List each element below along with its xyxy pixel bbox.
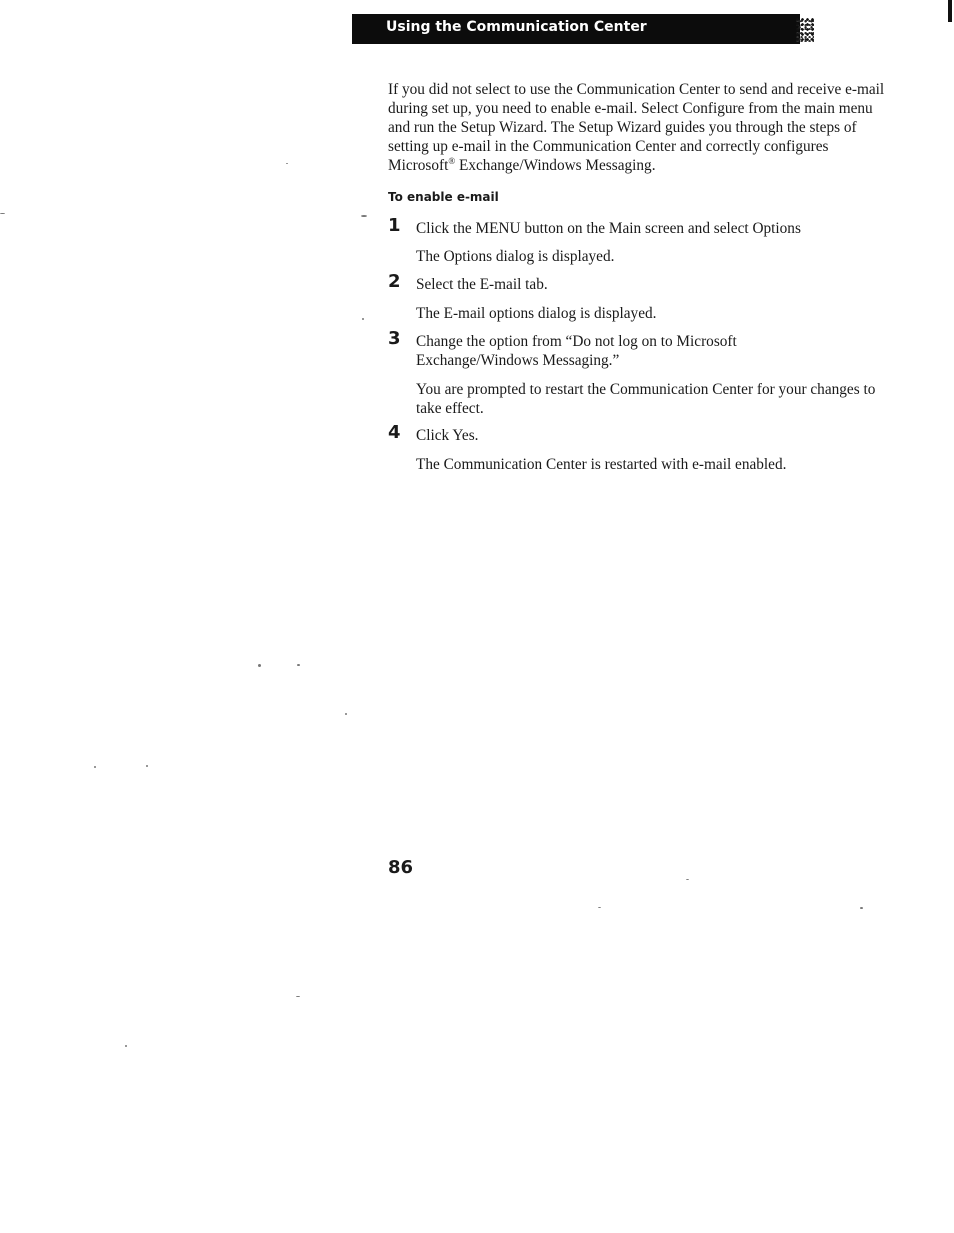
scan-speck (146, 765, 148, 767)
page-number: 86 (388, 857, 414, 878)
registered-mark: ® (448, 155, 456, 166)
procedure-heading: To enable e-mail (388, 190, 499, 204)
header-bar-edge-decoration (796, 18, 814, 42)
scan-speck (297, 664, 300, 666)
step-result: The Options dialog is displayed. (416, 248, 615, 265)
step-result: You are prompted to restart the Communication Center for your changes to take effect. (416, 381, 876, 417)
scan-speck (598, 907, 601, 908)
step-instruction: Change the option from “Do not log on to Microsoft Exchange/Windows Messaging.” (416, 333, 737, 369)
scan-speck (296, 996, 300, 997)
page-edge-mark (948, 0, 952, 22)
scan-speck (258, 664, 261, 667)
section-header-title: Using the Communication Center (386, 19, 647, 35)
step-result: The Communication Center is restarted with e-mail enabled. (416, 456, 787, 473)
intro-paragraph (388, 80, 893, 175)
step-instruction: Click Yes. (416, 427, 479, 444)
section-header-bar (352, 14, 800, 44)
step-number: 3 (388, 328, 401, 349)
scan-speck (860, 907, 863, 909)
scan-speck (0, 213, 5, 214)
scan-speck (94, 766, 96, 768)
scan-speck (362, 318, 364, 320)
intro-text-end: Exchange/Windows Messaging. (455, 157, 656, 174)
step-number: 1 (388, 215, 401, 236)
scan-speck (286, 163, 288, 164)
step-number: 4 (388, 422, 401, 443)
scan-speck (686, 879, 689, 880)
step-instruction: Click the MENU button on the Main screen and select Options (416, 220, 801, 237)
scan-speck (361, 215, 367, 217)
scan-speck (125, 1045, 127, 1047)
intro-text: If you did not select to use the Communication Center to send and receive e-mail during set up, you need to enable e-mail. Select Configure from the main menu and run the Setup Wizard. The Setup Wizard guides you through the steps of setting up e-mail in the Communication Center and correctly configures Microsoft (388, 81, 885, 174)
step-result: The E-mail options dialog is displayed. (416, 305, 657, 322)
step-number: 2 (388, 271, 401, 292)
scan-speck (345, 713, 347, 715)
step-instruction: Select the E-mail tab. (416, 276, 548, 293)
